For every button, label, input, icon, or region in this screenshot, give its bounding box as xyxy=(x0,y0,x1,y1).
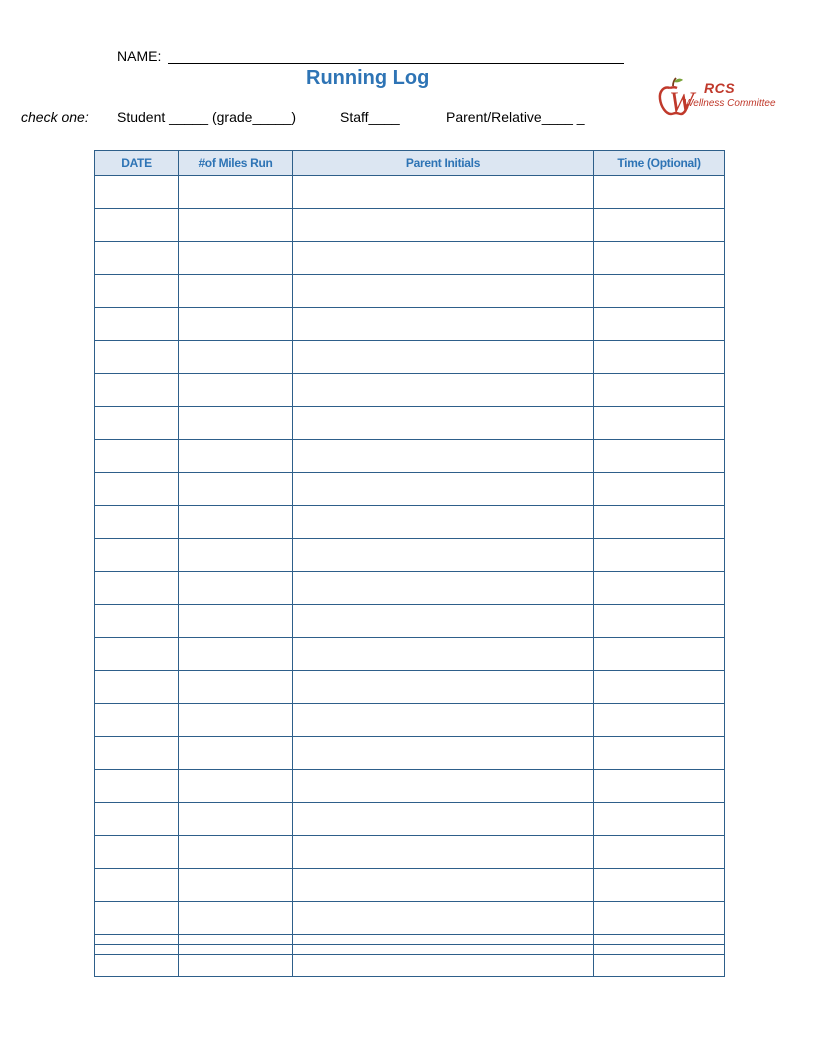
table-row xyxy=(95,506,725,539)
miles-cell[interactable] xyxy=(179,374,293,407)
time-cell[interactable] xyxy=(594,539,725,572)
date-cell[interactable] xyxy=(95,638,179,671)
time-cell[interactable] xyxy=(594,935,725,945)
table-row xyxy=(95,572,725,605)
time-cell[interactable] xyxy=(594,704,725,737)
time-cell[interactable] xyxy=(594,803,725,836)
miles-cell[interactable] xyxy=(179,506,293,539)
logo-subtitle: Wellness Committee xyxy=(684,98,776,109)
time-cell[interactable] xyxy=(594,572,725,605)
date-cell[interactable] xyxy=(95,539,179,572)
time-cell[interactable] xyxy=(594,955,725,977)
time-cell[interactable] xyxy=(594,869,725,902)
time-cell[interactable] xyxy=(594,176,725,209)
parent-initials-cell[interactable] xyxy=(293,473,594,506)
date-cell[interactable] xyxy=(95,869,179,902)
column-header-date: DATE xyxy=(95,151,179,176)
date-cell[interactable] xyxy=(95,374,179,407)
parent-initials-cell[interactable] xyxy=(293,935,594,945)
table-row xyxy=(95,242,725,275)
parent-initials-cell[interactable] xyxy=(293,374,594,407)
table-row xyxy=(95,955,725,977)
date-cell[interactable] xyxy=(95,275,179,308)
option-parent-relative[interactable]: Parent/Relative____ _ xyxy=(446,109,585,125)
time-cell[interactable] xyxy=(594,209,725,242)
parent-initials-cell[interactable] xyxy=(293,803,594,836)
table-row xyxy=(95,638,725,671)
date-cell[interactable] xyxy=(95,176,179,209)
time-cell[interactable] xyxy=(594,242,725,275)
date-cell[interactable] xyxy=(95,737,179,770)
parent-initials-cell[interactable] xyxy=(293,440,594,473)
date-cell[interactable] xyxy=(95,407,179,440)
time-cell[interactable] xyxy=(594,506,725,539)
column-header-miles: #of Miles Run xyxy=(179,151,293,176)
time-cell[interactable] xyxy=(594,605,725,638)
parent-initials-cell[interactable] xyxy=(293,242,594,275)
parent-initials-cell[interactable] xyxy=(293,737,594,770)
date-cell[interactable] xyxy=(95,955,179,977)
table-row xyxy=(95,176,725,209)
miles-cell[interactable] xyxy=(179,473,293,506)
parent-initials-cell[interactable] xyxy=(293,638,594,671)
date-cell[interactable] xyxy=(95,473,179,506)
rcs-wellness-logo xyxy=(656,76,776,120)
miles-cell[interactable] xyxy=(179,671,293,704)
parent-initials-cell[interactable] xyxy=(293,341,594,374)
parent-initials-cell[interactable] xyxy=(293,902,594,935)
miles-cell[interactable] xyxy=(179,902,293,935)
time-cell[interactable] xyxy=(594,341,725,374)
time-cell[interactable] xyxy=(594,308,725,341)
miles-cell[interactable] xyxy=(179,176,293,209)
logo-letter-w: W xyxy=(669,86,694,119)
table-row xyxy=(95,770,725,803)
parent-initials-cell[interactable] xyxy=(293,671,594,704)
date-cell[interactable] xyxy=(95,605,179,638)
parent-initials-cell[interactable] xyxy=(293,869,594,902)
miles-cell[interactable] xyxy=(179,935,293,945)
column-header-time: Time (Optional) xyxy=(594,151,725,176)
table-row xyxy=(95,671,725,704)
parent-initials-cell[interactable] xyxy=(293,539,594,572)
date-cell[interactable] xyxy=(95,704,179,737)
miles-cell[interactable] xyxy=(179,704,293,737)
miles-cell[interactable] xyxy=(179,407,293,440)
date-cell[interactable] xyxy=(95,945,179,955)
miles-cell[interactable] xyxy=(179,945,293,955)
time-cell[interactable] xyxy=(594,638,725,671)
date-cell[interactable] xyxy=(95,209,179,242)
date-cell[interactable] xyxy=(95,770,179,803)
time-cell[interactable] xyxy=(594,902,725,935)
parent-initials-cell[interactable] xyxy=(293,770,594,803)
time-cell[interactable] xyxy=(594,440,725,473)
date-cell[interactable] xyxy=(95,506,179,539)
miles-cell[interactable] xyxy=(179,836,293,869)
miles-cell[interactable] xyxy=(179,605,293,638)
parent-initials-cell[interactable] xyxy=(293,836,594,869)
table-row xyxy=(95,737,725,770)
date-cell[interactable] xyxy=(95,440,179,473)
table-row xyxy=(95,902,725,935)
time-cell[interactable] xyxy=(594,473,725,506)
time-cell[interactable] xyxy=(594,836,725,869)
logo-brand: RCS xyxy=(704,80,736,96)
miles-cell[interactable] xyxy=(179,308,293,341)
name-field[interactable] xyxy=(168,63,624,64)
date-cell[interactable] xyxy=(95,341,179,374)
miles-cell[interactable] xyxy=(179,572,293,605)
time-cell[interactable] xyxy=(594,275,725,308)
miles-cell[interactable] xyxy=(179,440,293,473)
table-row xyxy=(95,341,725,374)
table-row xyxy=(95,935,725,945)
table-row xyxy=(95,374,725,407)
table-row xyxy=(95,440,725,473)
table-row xyxy=(95,209,725,242)
table-row xyxy=(95,869,725,902)
time-cell[interactable] xyxy=(594,407,725,440)
miles-cell[interactable] xyxy=(179,275,293,308)
option-staff[interactable]: Staff____ xyxy=(340,109,400,125)
name-label: NAME: xyxy=(117,48,162,64)
table-row xyxy=(95,836,725,869)
table-row xyxy=(95,308,725,341)
miles-cell[interactable] xyxy=(179,803,293,836)
parent-initials-cell[interactable] xyxy=(293,209,594,242)
parent-initials-cell[interactable] xyxy=(293,308,594,341)
date-cell[interactable] xyxy=(95,242,179,275)
miles-cell[interactable] xyxy=(179,770,293,803)
miles-cell[interactable] xyxy=(179,737,293,770)
table-row xyxy=(95,275,725,308)
table-row xyxy=(95,539,725,572)
table-row xyxy=(95,945,725,955)
table-row xyxy=(95,803,725,836)
time-cell[interactable] xyxy=(594,671,725,704)
option-student[interactable]: Student _____ (grade_____) xyxy=(117,109,297,125)
miles-cell[interactable] xyxy=(179,209,293,242)
check-one-label: check one: xyxy=(21,109,89,125)
parent-initials-cell[interactable] xyxy=(293,605,594,638)
parent-initials-cell[interactable] xyxy=(293,955,594,977)
time-cell[interactable] xyxy=(594,945,725,955)
table-row xyxy=(95,704,725,737)
miles-cell[interactable] xyxy=(179,539,293,572)
parent-initials-cell[interactable] xyxy=(293,275,594,308)
time-cell[interactable] xyxy=(594,737,725,770)
miles-cell[interactable] xyxy=(179,242,293,275)
running-log-table xyxy=(94,150,725,977)
date-cell[interactable] xyxy=(95,803,179,836)
date-cell[interactable] xyxy=(95,308,179,341)
parent-initials-cell[interactable] xyxy=(293,176,594,209)
time-cell[interactable] xyxy=(594,770,725,803)
miles-cell[interactable] xyxy=(179,638,293,671)
parent-initials-cell[interactable] xyxy=(293,945,594,955)
date-cell[interactable] xyxy=(95,671,179,704)
miles-cell[interactable] xyxy=(179,869,293,902)
date-cell[interactable] xyxy=(95,572,179,605)
date-cell[interactable] xyxy=(95,935,179,945)
table-row xyxy=(95,407,725,440)
page-title: Running Log xyxy=(306,67,430,89)
parent-initials-cell[interactable] xyxy=(293,704,594,737)
parent-initials-cell[interactable] xyxy=(293,572,594,605)
miles-cell[interactable] xyxy=(179,341,293,374)
column-header-parent-initials: Parent Initials xyxy=(293,151,594,176)
date-cell[interactable] xyxy=(95,902,179,935)
table-header-row xyxy=(95,151,725,176)
parent-initials-cell[interactable] xyxy=(293,407,594,440)
table-row xyxy=(95,473,725,506)
date-cell[interactable] xyxy=(95,836,179,869)
time-cell[interactable] xyxy=(594,374,725,407)
table-row xyxy=(95,605,725,638)
parent-initials-cell[interactable] xyxy=(293,506,594,539)
miles-cell[interactable] xyxy=(179,955,293,977)
